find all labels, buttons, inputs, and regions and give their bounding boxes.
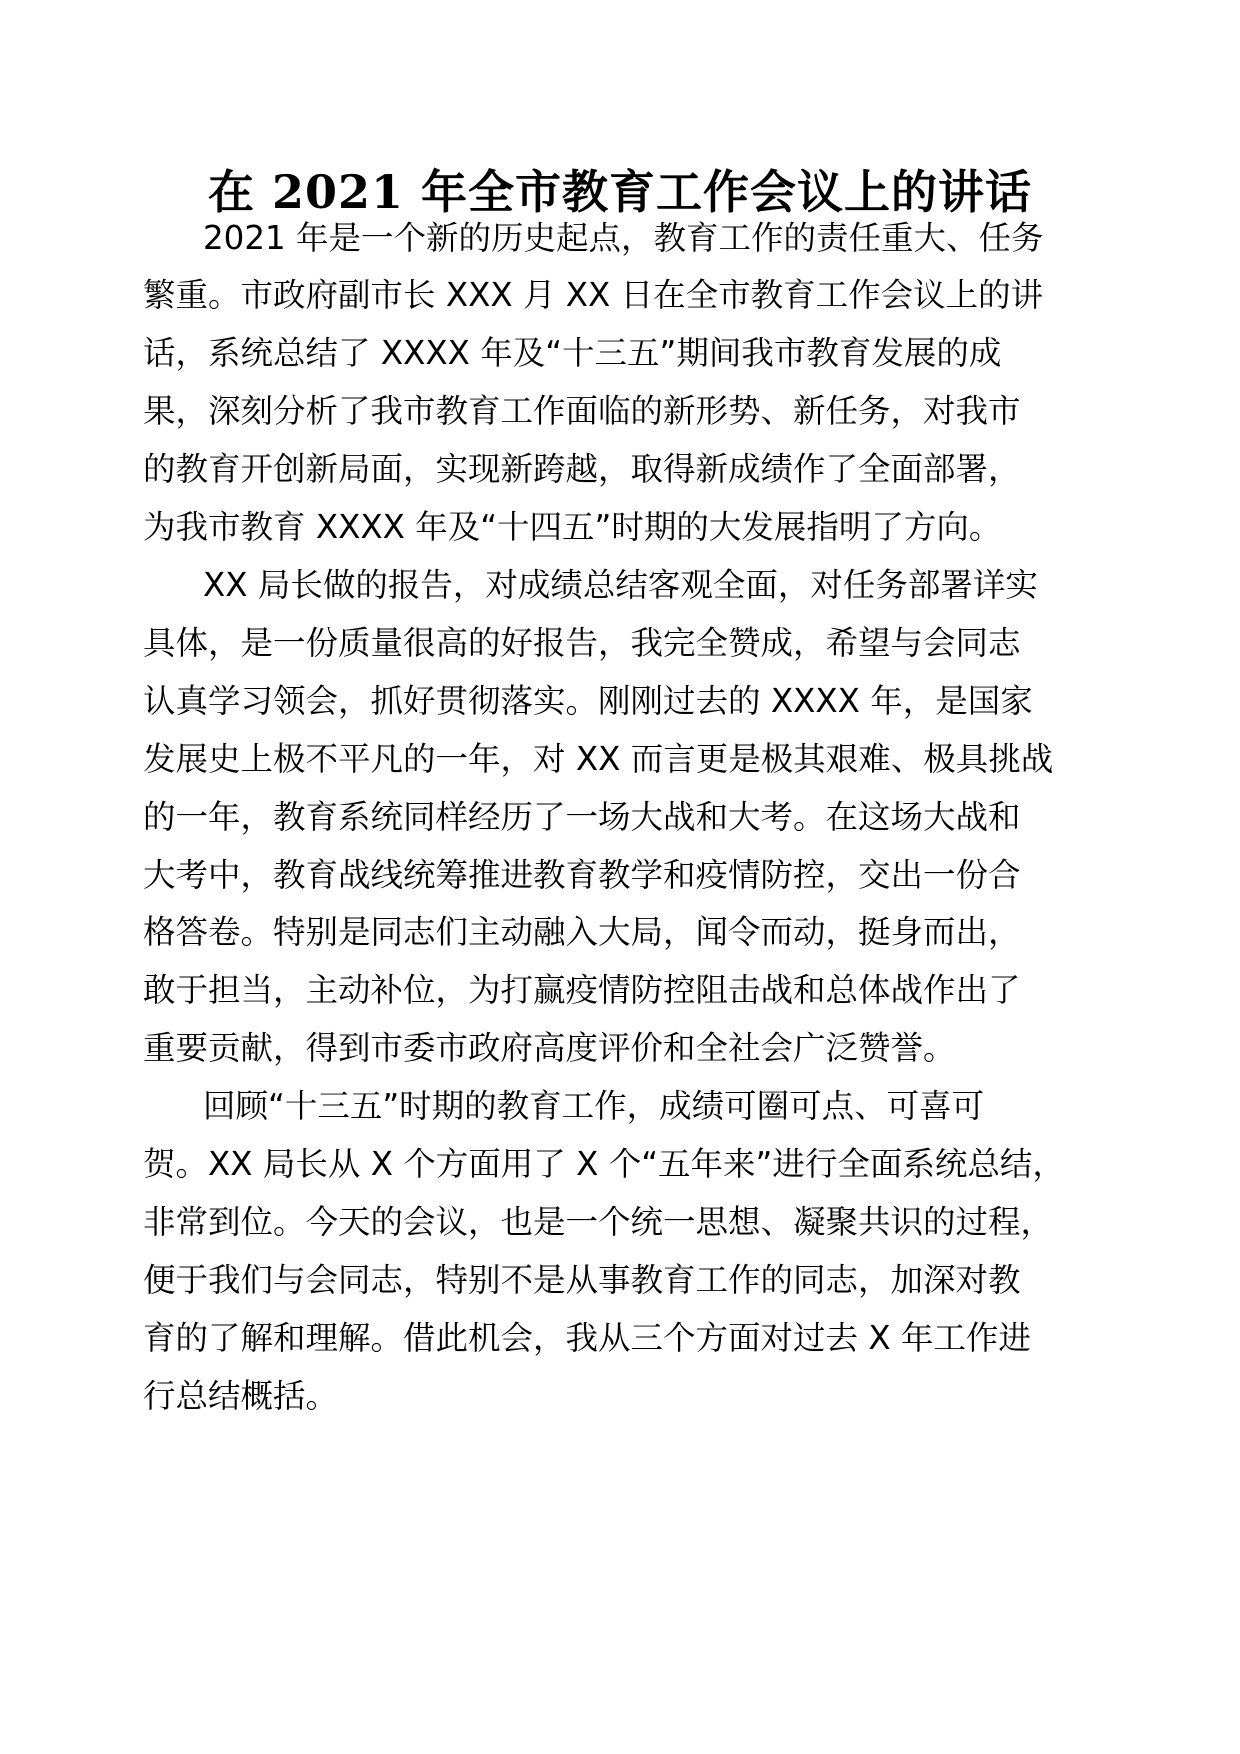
document-title: 在 2021 年全市教育工作会议上的讲话 [207,165,1033,219]
paragraph-line: 重要贡献，得到市委市政府高度评价和全社会广泛赞誉。 [143,1029,956,1067]
paragraph-line: 发展史上极不平凡的一年，对 XX 而言更是极其艰难、极具挑战 [143,740,1054,778]
paragraph-line: XX 局长做的报告，对成绩总结客观全面，对任务部署详实 [203,566,1038,604]
paragraph-line: 具体，是一份质量很高的好报告，我完全赞成，希望与会同志 [143,624,1021,662]
paragraph-line: 的一年，教育系统同样经历了一场大战和大考。在这场大战和 [143,798,1021,836]
paragraph-line: 行总结概括。 [143,1377,339,1415]
paragraph-line: 繁重。市政府副市长 XXX 月 XX 日在全市教育工作会议上的讲 [143,276,1044,314]
paragraph-line: 为我市教育 XXXX 年及“十四五”时期的大发展指明了方向。 [143,508,1002,546]
paragraph-line: 便于我们与会同志，特别不是从事教育工作的同志，加深对教 [143,1261,1021,1299]
paragraph-line: 大考中，教育战线统筹推进教育教学和疫情防控，交出一份合 [143,856,1021,894]
paragraph-line: 非常到位。今天的会议，也是一个统一思想、凝聚共识的过程， [143,1203,1054,1241]
paragraph-line: 敢于担当，主动补位，为打赢疫情防控阻击战和总体战作出了 [143,971,1021,1009]
paragraph-line: 认真学习领会，抓好贯彻落实。刚刚过去的 XXXX 年，是国家 [143,682,1033,720]
paragraph-line: 的教育开创新局面，实现新跨越，取得新成绩作了全面部署， [143,450,1021,488]
paragraph-line: 育的了解和理解。借此机会，我从三个方面对过去 X 年工作进 [143,1319,1031,1357]
paragraph-line: 回顾“十三五”时期的教育工作，成绩可圈可点、可喜可 [203,1087,985,1125]
paragraph-line: 贺。XX 局长从 X 个方面用了 X 个“五年来”进行全面系统总结， [143,1145,1065,1183]
paragraph-line: 格答卷。特别是同志们主动融入大局，闻令而动，挺身而出， [143,913,1021,951]
paragraph-line: 话，系统总结了 XXXX 年及“十三五”期间我市教育发展的成 [143,334,1002,372]
paragraph-line: 2021 年是一个新的历史起点，教育工作的责任重大、任务 [203,219,1044,257]
paragraph-line: 果，深刻分析了我市教育工作面临的新形势、新任务，对我市 [143,392,1021,430]
